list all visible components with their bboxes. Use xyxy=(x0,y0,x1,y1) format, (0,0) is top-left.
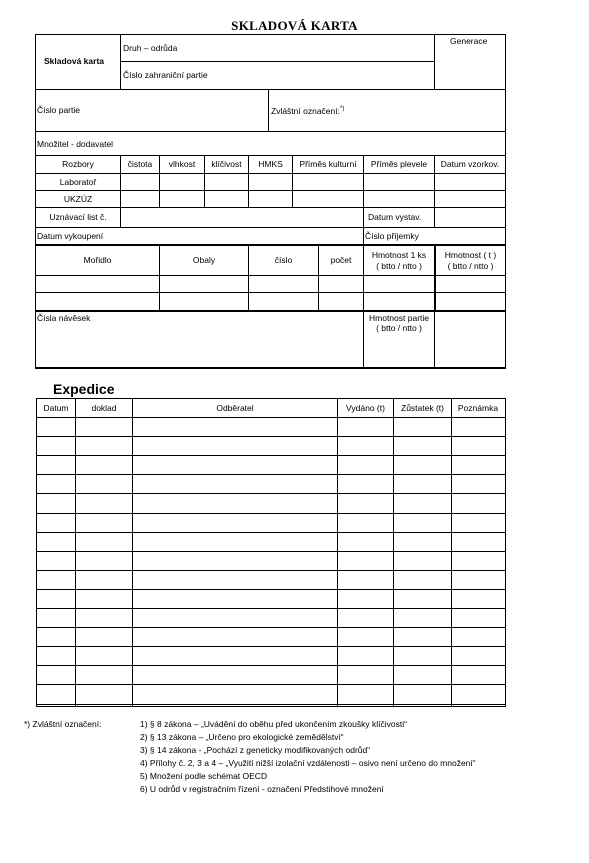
footnote-item: 5) Množení podle schémat OECD xyxy=(140,771,268,781)
table-column-rule xyxy=(132,398,133,707)
zvlastni-oznaceni-label: Zvláštní označení:*) xyxy=(271,105,345,116)
datum-header: Datum xyxy=(43,403,69,413)
uznavaci-list-label: Uznávací list č. xyxy=(49,212,107,222)
obaly-header: Obaly xyxy=(192,255,216,265)
odberatel-header: Odběratel xyxy=(216,403,254,413)
table-column-rule xyxy=(505,398,506,707)
table-row-rule xyxy=(36,627,506,628)
table-column-rule xyxy=(393,398,394,707)
datum-vykoupeni-label: Datum vykoupení xyxy=(37,231,104,241)
table-row-rule xyxy=(36,436,506,437)
footnote-item: 4) Přílohy č. 2, 3 a 4 – „Využití nižší izolační vzdálenosti – osivo není určeno do množení“ xyxy=(140,758,476,768)
hmotnost-t-unit: ( btto / ntto ) xyxy=(447,261,494,271)
vydano-header: Vydáno (t) xyxy=(346,403,385,413)
datum-vzorkovani-header: Datum vzorkov. xyxy=(440,159,500,169)
hmotnost-1ks-header: Hmotnost 1 ks xyxy=(371,250,427,260)
footnote-item: 3) § 14 zákona - „Pochází z geneticky modifikovaných odrůd“ xyxy=(140,745,371,755)
table-row-rule xyxy=(36,646,506,647)
footnote-item: 1) § 8 zákona – „Uvádění do oběhu před ukončením zkoušky klíčivosti“ xyxy=(140,719,407,729)
cisla-navesek-label: Čísla návěsek xyxy=(37,313,91,323)
cislo-partie-label: Číslo partie xyxy=(37,105,80,115)
footnote-item: 6) U odrůd v registračním řízení - označení Předstihové množení xyxy=(140,784,384,794)
footnote-label: *) Zvláštní označení: xyxy=(24,719,102,729)
hmotnost-partie-header: Hmotnost partie xyxy=(369,313,429,323)
cistota-header: čistota xyxy=(127,159,153,169)
table-row-rule xyxy=(36,665,506,666)
expedice-title: Expedice xyxy=(53,381,115,397)
mnozitel-dodavatel-label: Množitel - dodavatel xyxy=(37,139,114,149)
table-column-rule xyxy=(36,398,37,707)
table-row-rule xyxy=(36,417,506,418)
primes-kulturni-header: Příměs kulturní xyxy=(299,159,357,169)
ukzuz-row-label: UKZÚZ xyxy=(63,194,93,204)
cislo-prijemky-label: Číslo příjemky xyxy=(365,231,419,241)
cislo-header: číslo xyxy=(274,255,293,265)
form-title: SKLADOVÁ KARTA xyxy=(231,18,358,33)
table-row-rule xyxy=(36,608,506,609)
klicivost-header: klíčivost xyxy=(211,159,242,169)
datum-vystaveni-label: Datum vystav. xyxy=(368,212,422,222)
table-column-rule xyxy=(75,398,76,707)
table-row-rule xyxy=(36,455,506,456)
table-row-rule xyxy=(36,398,506,399)
doklad-header: doklad xyxy=(91,403,117,413)
generace-label: Generace xyxy=(450,36,488,46)
vlhkost-header: vlhkost xyxy=(168,159,196,169)
cislo-zahranicni-partie-label: Číslo zahraniční partie xyxy=(123,70,208,80)
table-row-rule xyxy=(36,589,506,590)
moridlo-header: Mořidlo xyxy=(83,255,112,265)
table-row-rule xyxy=(36,532,506,533)
table-row-rule xyxy=(36,706,506,707)
table-row-rule xyxy=(36,570,506,571)
card-label: Skladová karta xyxy=(44,56,105,66)
hmks-header: HMKS xyxy=(258,159,283,169)
zustatek-header: Zůstatek (t) xyxy=(401,403,444,413)
table-row-rule xyxy=(36,684,506,685)
table-row-rule xyxy=(36,474,506,475)
table-column-rule xyxy=(451,398,452,707)
hmotnost-1ks-unit: ( btto / ntto ) xyxy=(376,261,422,271)
table-column-rule xyxy=(337,398,338,707)
poznamka-header: Poznámka xyxy=(457,403,499,413)
hmotnost-t-header: Hmotnost ( t ) xyxy=(444,250,497,260)
table-row-rule xyxy=(36,704,506,705)
primes-plevele-header: Příměs plevele xyxy=(370,159,428,169)
table-row-rule xyxy=(36,513,506,514)
pocet-header: počet xyxy=(330,255,352,265)
footnote-item: 2) § 13 zákona – „Určeno pro ekologické zemědělství“ xyxy=(140,732,344,742)
table-row-rule xyxy=(36,551,506,552)
laborator-row-label: Laboratoř xyxy=(59,177,97,187)
rozbory-header: Rozbory xyxy=(62,159,94,169)
table-row-rule xyxy=(36,493,506,494)
druh-odruda-label: Druh – odrůda xyxy=(123,43,178,53)
hmotnost-partie-unit: ( btto / ntto ) xyxy=(376,323,422,333)
